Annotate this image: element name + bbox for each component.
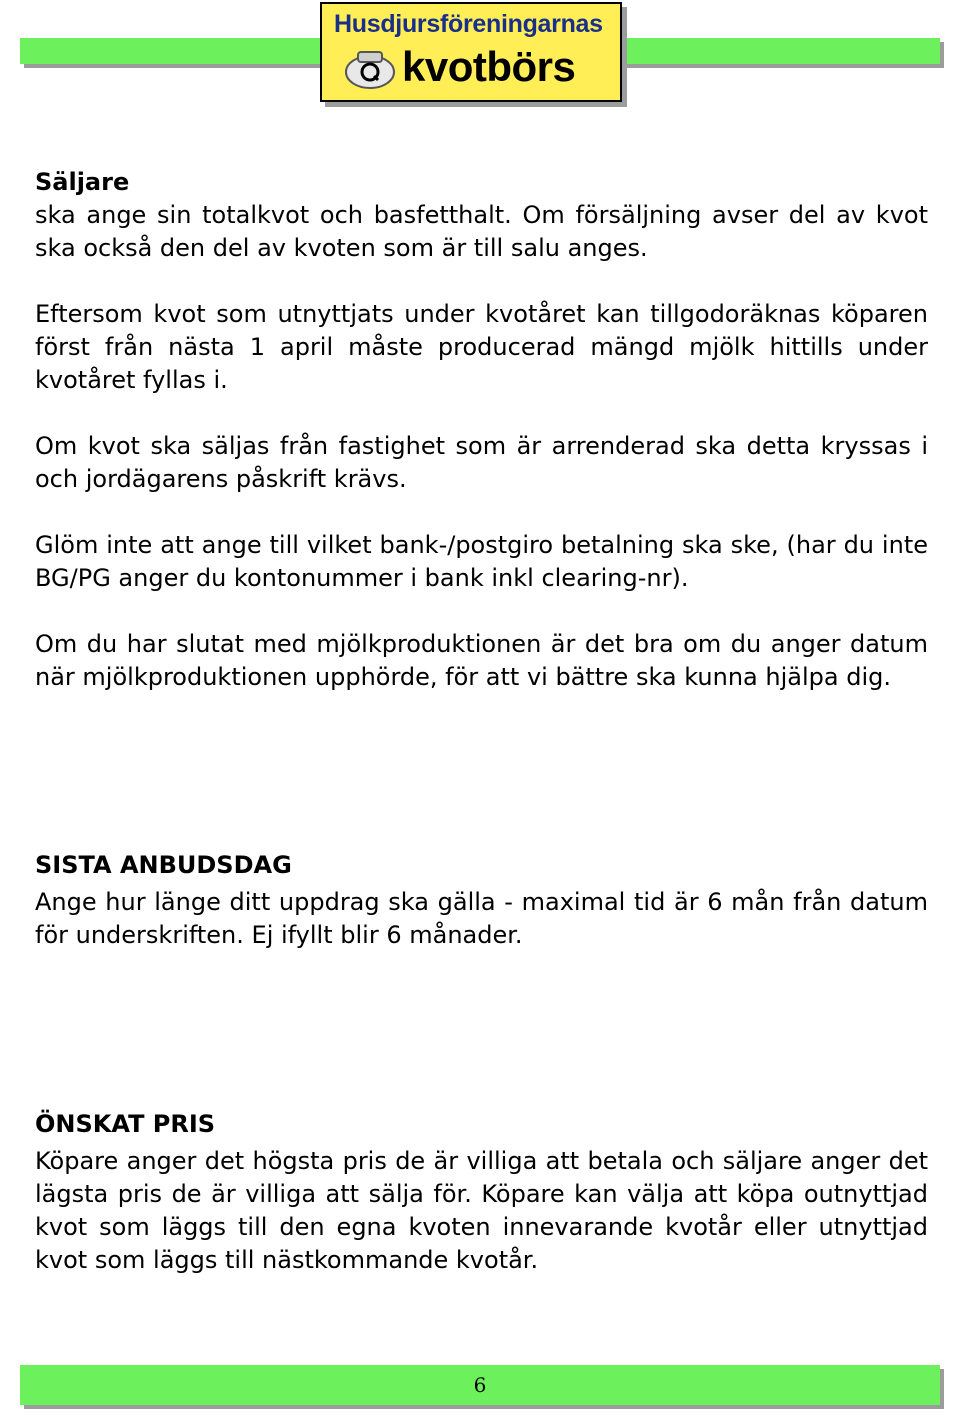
- deadline-section: [35, 849, 928, 952]
- price-section: [35, 1108, 928, 1277]
- footer-bar: [20, 1365, 940, 1405]
- page-number: 6: [473, 1373, 487, 1397]
- seller-paragraph-5: Om du har slutat med mjölkproduktionen är det bra om du anger datum när mjölkproduktionen upphörde, för att vi bättre ska kunna hjälpa dig.: [35, 630, 928, 691]
- price-paragraph: Köpare anger det högsta pris de är villiga att betala och säljare anger det lägsta pris de är villiga att sälja för. Köpare kan välja att köpa outnyttjad kvot som läggs till den egna kvoten innevarande kvotår eller utnyttjad kvot som läggs till nästkommande kvotår.: [35, 1147, 928, 1274]
- seller-paragraph-3: Om kvot ska säljas från fastighet som är arrenderad ska detta kryssas i och jordägarens påskrift krävs.: [35, 432, 928, 493]
- seller-paragraph-4: Glöm inte att ange till vilket bank-/postgiro betalning ska ske, (har du inte BG/PG anger du kontonummer i bank inkl clearing-nr).: [35, 531, 928, 592]
- price-heading: ÖNSKAT PRIS: [35, 1110, 216, 1138]
- logo-subtitle: kvotbörs: [402, 43, 576, 90]
- seller-heading: Säljare: [35, 168, 130, 196]
- kvotbors-logo: [320, 2, 622, 102]
- seller-section: [35, 166, 928, 694]
- deadline-heading: SISTA ANBUDSDAG: [35, 851, 292, 879]
- seller-paragraph-1: ska ange sin totalkvot och basfetthalt. Om försäljning avser del av kvot ska också den del av kvoten som är till salu anges.: [35, 201, 928, 262]
- deadline-paragraph: Ange hur länge ditt uppdrag ska gälla - maximal tid är 6 mån från datum för underskriften. Ej ifyllt blir 6 månader.: [35, 888, 928, 949]
- logo-title: Husdjursföreningarnas: [334, 10, 603, 38]
- wallet-icon: [344, 48, 396, 90]
- seller-paragraph-2: Eftersom kvot som utnyttjats under kvotåret kan tillgodoräknas köparen först från nästa 1 april måste producerad mängd mjölk hittills under kvotåret fyllas i.: [35, 300, 928, 394]
